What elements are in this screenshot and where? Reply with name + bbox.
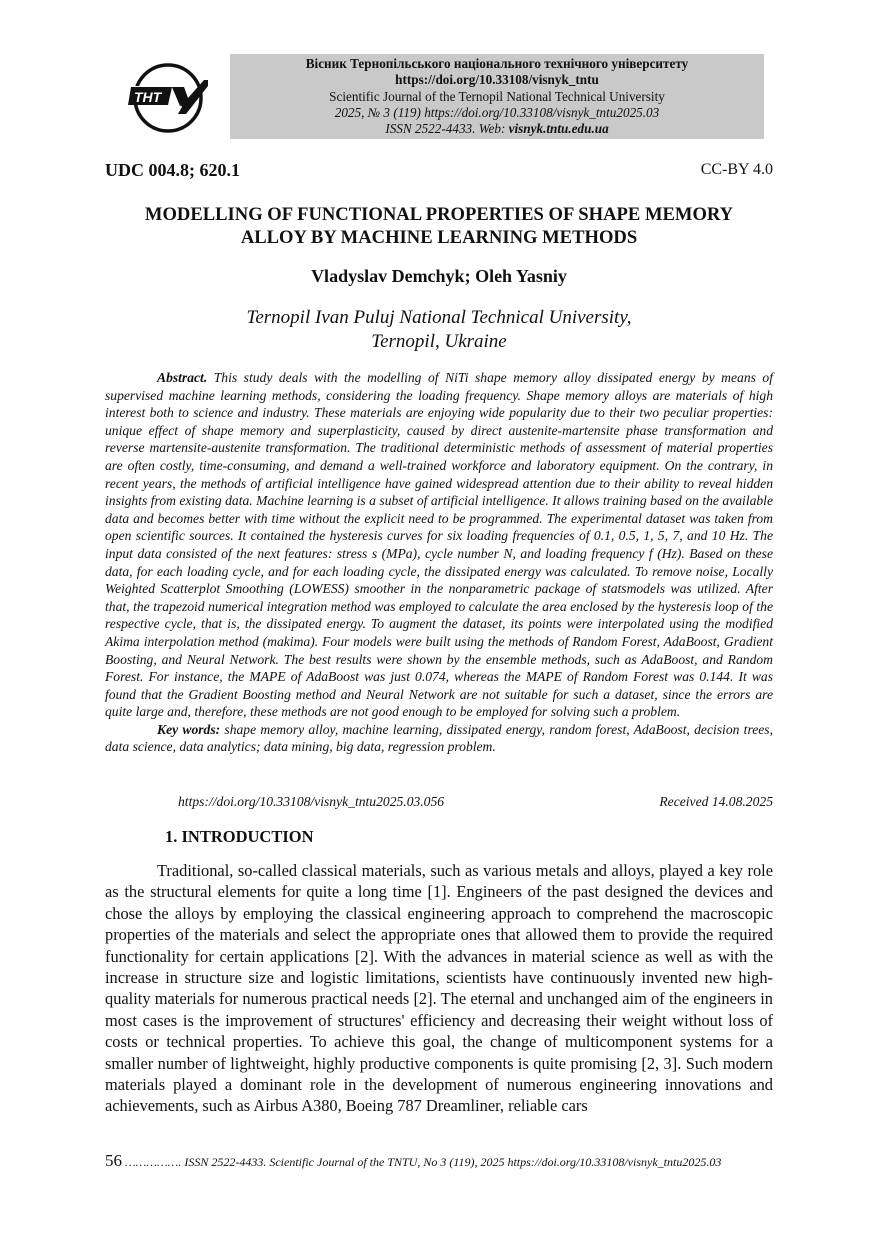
license-label: CC-BY 4.0: [700, 161, 773, 178]
udc-code: UDC 004.8; 620.1: [105, 160, 240, 180]
issn-text: ISSN 2522-4433. Web:: [385, 121, 509, 137]
journal-name-en: Scientific Journal of the Ternopil National Technical University: [329, 88, 665, 104]
keywords-paragraph: [105, 721, 773, 756]
issn-line: [230, 121, 764, 137]
received-date: Received 14.08.2025: [659, 794, 773, 809]
footer-text: ISSN 2522-4433. Scientific Journal of the TNTU, No 3 (119), 2025 https://doi.org/10.33108/visnyk_tntu2025.03: [184, 1155, 722, 1169]
svg-text:THT: THT: [134, 89, 162, 105]
tntu-logo-icon: [128, 60, 208, 136]
introduction-body: [105, 860, 773, 1117]
abstract-text: This study deals with the modelling of NiTi shape memory alloy dissipated energy by means of supervised machine learning methods, considering the loading frequency. Shape memory alloys are materials of high interest both to science and industry. These materials are enjoying wide popularity due to their two peculiar properties: unique effect of shape memory and superplasticity, caused by direct austenite-martensite phase transformation and reverse martensite-austenite transformation. The traditional deterministic methods of assessment of material properties are often costly, time-consuming, and demand a well-trained workforce and laboratory equipment. On the contrary, in recent years, the methods of artificial intelligence have gained widespread attention due to their ability to reveal hidden insights from existing data. Machine learning is a subset of artificial intelligence. It allows training based on the available data and becomes better with time without the explicit need to be programmed. The experimental dataset was taken from open scientific sources. It contained the hysteresis curves for six loading frequencies of 0.1, 0.5, 1, 5, 7, and 10 Hz. The input data consisted of the next features: stress s (MPa), cycle number N, and loading frequency f (Hz). Based on these data, for each loading cycle, and for each loading cycle, the dissipated energy was calculated. To remove noise, Locally Weighted Scatterplot Smoothing (LOWESS) smoother in the nonparametric package of statsmodels was utilized. After that, the trapezoid numerical integration method was employed to calculate the area enclosed by the hysteresis loop of the respective cycle, that is, the dissipated energy. To augment the dataset, its points were interpolated using the modified Akima interpolation method (makima). Four models were built using the methods of Random Forest, AdaBoost, Gradient Boosting, and Neural Network. The best results were shown by the ensemble methods, such as AdaBoost, and Random Forest. For instance, the MAPE of AdaBoost was just 0.074, whereas the MAPE of Random Forest was 0.144. It was found that the Gradient Boosting method and Neural Network are not suitable for such a dataset, since the errors are quite large and, therefore, these methods are not good enough to be employed for solving such a problem.: [105, 370, 773, 720]
page-footer: [105, 1151, 721, 1171]
journal-doi-link[interactable]: https://doi.org/10.33108/visnyk_tntu: [395, 72, 599, 88]
footer-dots: …………….: [122, 1155, 185, 1169]
section-heading: 1. INTRODUCTION: [165, 827, 314, 846]
affiliation-line-1: Ternopil Ivan Puluj National Technical University,: [246, 307, 632, 328]
journal-header: [230, 54, 764, 139]
title-line-1: MODELLING OF FUNCTIONAL PROPERTIES OF SHAPE MEMORY: [144, 204, 734, 225]
abstract-paragraph: [105, 369, 773, 721]
page-number: 56: [105, 1151, 122, 1170]
keywords-label: Key words:: [157, 721, 221, 737]
article-doi-link[interactable]: https://doi.org/10.33108/visnyk_tntu2025.03.056: [178, 794, 445, 809]
journal-name-ua: Вісник Тернопільського національного технічного університету: [305, 56, 689, 71]
abstract-label: Abstract.: [157, 370, 208, 385]
paper-title: [105, 203, 773, 249]
university-logo: [128, 60, 208, 136]
title-line-2: ALLOY BY MACHINE LEARNING METHODS: [240, 227, 638, 248]
journal-web-link[interactable]: visnyk.tntu.edu.ua: [508, 121, 609, 137]
issue-line: 2025, № 3 (119) https://doi.org/10.33108/visnyk_tntu2025.03: [334, 104, 660, 120]
authors: Vladyslav Demchyk; Oleh Yasniy: [311, 266, 567, 286]
intro-paragraph: Traditional, so-called classical materials, such as various metals and alloys, played a key role as the structural elements for quite a long time [1]. Engineers of the past designed the devices and chose the alloys by employing the classical engineering approach to comprehend the macroscopic properties of the materials and select the appropriate ones that allowed them to provide the required functionality for certain applications [2]. With the advances in material science as well as with the increase in structure size and logistic limitations, scientists have continuously invented new high-quality materials for numerous practical needs [2]. The eternal and unchanged aim of the engineers in most cases is the improvement of structures' efficiency and decreasing their weight without loss of costs or technical properties. To achieve this goal, the change of multicomponent systems for a smaller number of lightweight, highly productive components is quite promising [2, 3]. Such modern materials played a dominant role in the development of numerous engineering innovations and achievements, such as Airbus A380, Boeing 787 Dreamliner, reliable cars: [105, 861, 773, 1116]
keywords-text: shape memory alloy, machine learning, dissipated energy, random forest, AdaBoost, decision trees, data science, data analytics; data mining, big data, regression problem.: [105, 721, 773, 755]
affiliation: [105, 306, 773, 354]
affiliation-line-2: Ternopil, Ukraine: [371, 331, 507, 352]
abstract-block: [105, 369, 773, 756]
